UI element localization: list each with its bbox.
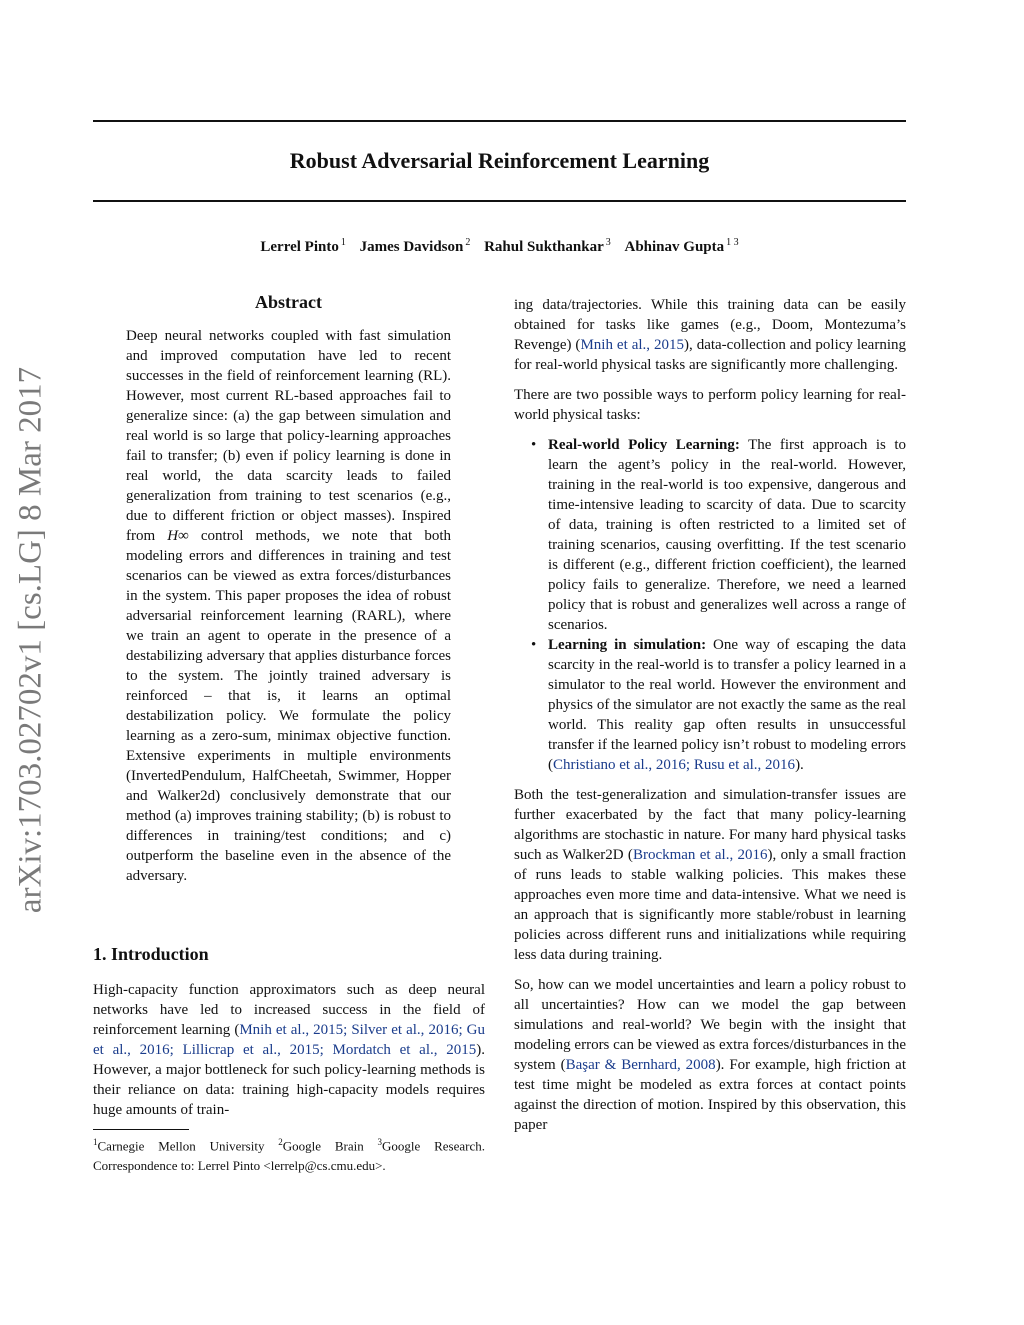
right-column [514,295,906,1135]
affiliation-footnote: $^1$Carnegie Mellon University $^2$Google Brain $^3$Google Research. Correspondence to: Lerrel Pinto <lerrelp@cs.cmu.edu>. [93,1137,485,1174]
author: James Davidson $^2$ [359,237,471,255]
citation-link[interactable]: Mnih et al., 2015; Silver et al., 2016; Gu et al., 2016; Lillicrap et al., 2015; Mordatch et al., 2015 [93,1022,485,1058]
introduction-heading: 1. Introduction [93,944,209,964]
list-item: • Learning in simulation: One way of escaping the data scarcity in the real-world is to transfer a policy learned in a simulator to the real world. However the environment and physics of the simulator are not exactly the same as the real world. This reality gap often results in unsuccessful transfer if the learned policy isn’t robust to modeling errors (Christiano et al., 2016; Rusu et al., 2016). [531,637,906,773]
paragraph: There are two possible ways to perform policy learning for real-world physical tasks: [514,387,906,423]
arxiv-stamp-text: arXiv:1703.02702v1 [cs.LG] 8 Mar 2017 [12,366,49,914]
abstract-body: Deep neural networks coupled with fast simulation and improved computation have led to recent successes in the field of reinforcement learning (RL). However, most current RL-based approaches fail to generalize since: (a) the gap between simulation and real world is so large that policy-learning approaches fail to transfer; (b) even if policy learning is done in real world, the data scarcity leads to failed generalization from training to test scenarios (e.g., due to different friction or object masses). Inspired from H∞ control methods, we note that both modeling errors and differences in training and test scenarios can be viewed as extra forces/disturbances in the system. This paper proposes the idea of robust adversarial reinforcement learning (RARL), where we train an agent to operate in the presence of a destabilizing adversary that applies disturbance forces to the system. The jointly trained adversary is reinforced – that is, it learns an optimal destabilization policy. We formulate the policy learning as a zero-sum, minimax objective function. Extensive experiments in multiple environments (InvertedPendulum, HalfCheetah, Swimmer, Hopper and Walker2d) conclusively demonstrate that our method (a) improves training stability; (b) is robust to differences in training/test conditions; and c) outperform the baseline even in the absence of the adversary. [126,328,451,884]
paragraph: Both the test-generalization and simulation-transfer issues are further exacerbated by the fact that many policy-learning algorithms are stochastic in nature. For many hard physical tasks such as Walker2D (Brockman et al., 2016), only a small fraction of runs leads to stable walking policies. This makes these approaches even more time and data-intensive. What we need is an approach that is significantly more stable/robust in learning policies across different runs and initializations while requiring less data during training. [514,787,907,963]
introduction-body: High-capacity function approximators such as deep neural networks have led to increased success in the field of reinforcement learning (Mnih et al., 2015; Silver et al., 2016; Gu et al., 2016; Lillicrap et al., 2015; Mordatch et al., 2015). However, a major bottleneck for such policy-learning methods is their reliance on data: training high-capacity models requires huge amounts of train- [93,982,485,1118]
title-bottom-rule [93,200,906,202]
author: Abhinav Gupta $^{1 3}$ [624,237,739,255]
abstract-heading: Abstract [255,292,322,312]
footnote-rule [93,1129,189,1130]
paragraph: ing data/trajectories. While this training data can be easily obtained for tasks like games (e.g., Doom, Montezuma’s Revenge) (Mnih et al., 2015), data-collection and policy learning for real-world physical tasks are significantly more challenging. [514,297,906,373]
citation-link[interactable]: Başar & Bernhard, 2008 [565,1057,716,1073]
paragraph: So, how can we model uncertainties and learn a policy robust to all uncertainties? How can we model the gap between simulations and real-world? We begin with the insight that modeling errors can be viewed as extra forces/disturbances in the system (Başar & Bernhard, 2008). For example, high friction at test time might be modeled as extra forces at contact points against the direction of motion. Inspired by this observation, this paper [514,977,906,1133]
author: Rahul Sukthankar $^3$ [484,237,611,255]
list-item: • Real-world Policy Learning: The first approach is to learn the agent’s policy in the real-world. However, training in the real-world is too expensive, dangerous and time-intensive leading to scarcity of data. Due to scarcity of data, training is often restricted to a limited set of training scenarios, causing overfitting. If the test scenario is different (e.g., different friction coefficient), the learned policy fails to generalize. Therefore, we need a learned policy that is robust and generalizes well across a range of scenarios. [531,437,906,633]
title-top-rule [93,120,906,122]
citation-link[interactable]: Christiano et al., 2016; Rusu et al., 2016 [553,757,796,773]
paper-title: Robust Adversarial Reinforcement Learning [289,148,710,173]
citation-link[interactable]: Brockman et al., 2016 [632,847,768,863]
bullet-icon: • [531,437,537,453]
author-list [93,237,906,256]
bullet-icon: • [531,637,537,653]
citation-link[interactable]: Mnih et al., 2015 [580,337,684,353]
h-infinity-math: H∞ [167,528,189,544]
approach-list [514,435,906,775]
author: Lerrel Pinto $^1$ [260,237,346,255]
